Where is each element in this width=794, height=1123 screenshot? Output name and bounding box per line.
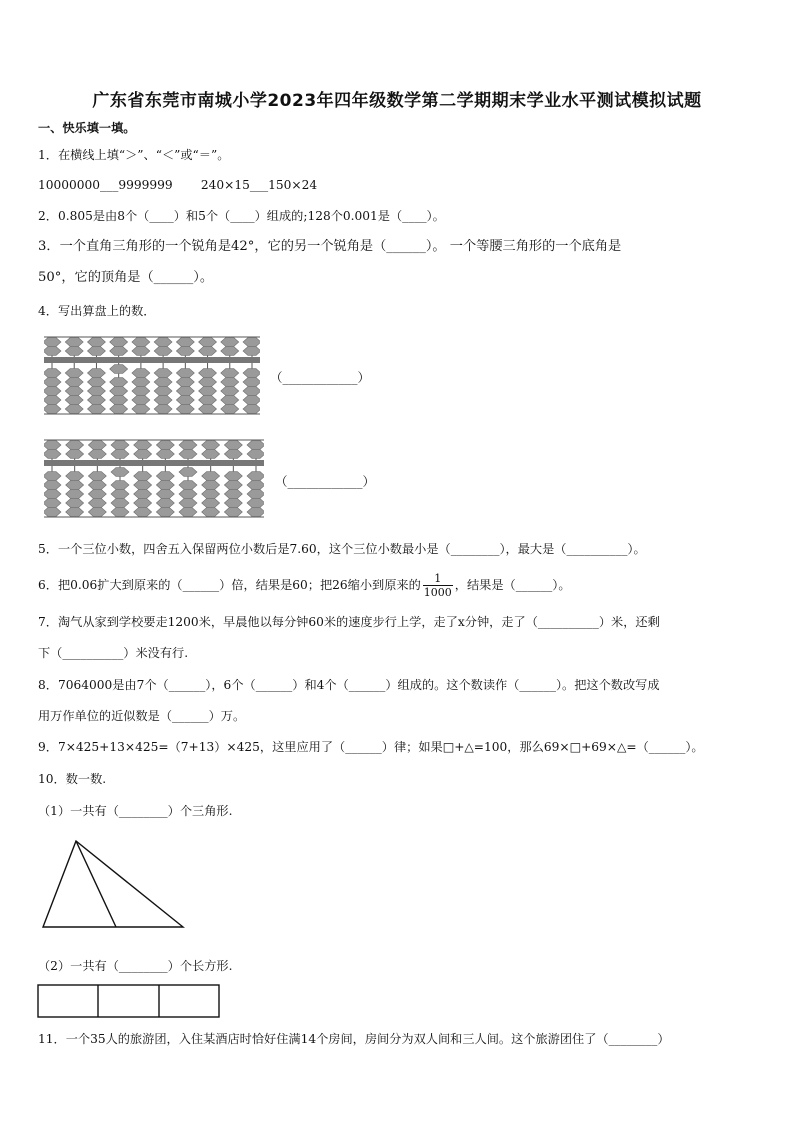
abacus-bead <box>88 450 106 459</box>
abacus-bead <box>176 338 194 347</box>
abacus-bead <box>132 338 150 347</box>
abacus-bead <box>154 369 172 378</box>
abacus-bead <box>247 472 264 481</box>
question-1-prompt: 1．在横线上填“＞”、“＜”或“＝”。 <box>38 148 230 162</box>
abacus-bead <box>156 441 174 450</box>
abacus-bead <box>154 378 172 387</box>
abacus-bead <box>87 378 105 387</box>
abacus-bead <box>87 387 105 396</box>
abacus-bead <box>199 405 217 414</box>
abacus-bead <box>88 441 106 450</box>
abacus-bead <box>156 472 174 481</box>
abacus-bead <box>199 378 217 387</box>
question-9: 9．7×425+13×425=（7+13）×425，这里应用了（______）律；如果□+△=100，那么69×□+69×△=（______）。 <box>38 740 704 754</box>
question-6-after: ，结果是（______）。 <box>454 578 571 592</box>
abacus-bead <box>156 450 174 459</box>
question-10-prompt: 10．数一数. <box>38 772 107 786</box>
question-6-before: 6．把0.06扩大到原来的（______）倍，结果是60；把26缩小到原来的 <box>38 578 421 592</box>
abacus-bead <box>132 396 150 405</box>
abacus-bead <box>111 441 129 450</box>
abacus-bead <box>156 499 174 508</box>
section-heading: 一、快乐填一填。 <box>38 121 136 135</box>
abacus-bead <box>202 499 220 508</box>
abacus-bead <box>66 450 84 459</box>
abacus-bead <box>111 490 129 499</box>
abacus-bead <box>179 468 197 477</box>
abacus-bead <box>134 490 152 499</box>
abacus-bead <box>111 508 129 517</box>
abacus-bead <box>132 387 150 396</box>
abacus-bead <box>176 378 194 387</box>
abacus-bead <box>111 481 129 490</box>
abacus-bead <box>202 490 220 499</box>
abacus-bead <box>110 338 128 347</box>
abacus-bead <box>132 347 150 356</box>
question-3-line1: 3．一个直角三角形的一个锐角是42°，它的另一个锐角是（______）。 一个等腰三角形的一个底角是 <box>38 239 622 254</box>
abacus-bead <box>110 387 128 396</box>
abacus-bead <box>179 508 197 517</box>
abacus-bead <box>221 369 239 378</box>
abacus-bead <box>44 405 61 414</box>
abacus-bead <box>44 396 61 405</box>
abacus-bead <box>221 405 239 414</box>
abacus-bead <box>221 378 239 387</box>
abacus-2 <box>44 439 264 519</box>
abacus-bead <box>243 347 260 356</box>
abacus-bead <box>243 396 260 405</box>
abacus-bead <box>154 338 172 347</box>
abacus-bead <box>132 369 150 378</box>
abacus-bead <box>224 481 242 490</box>
abacus-bead <box>44 387 61 396</box>
abacus-bead <box>179 450 197 459</box>
abacus-bead <box>176 369 194 378</box>
abacus-bead <box>243 338 260 347</box>
abacus-bead <box>87 369 105 378</box>
abacus-bead <box>88 490 106 499</box>
question-4-answer-2: （____________） <box>275 474 376 489</box>
question-5: 5．一个三位小数，四舍五入保留两位小数后是7.60，这个三位小数最小是（________），最大是（__________）。 <box>38 542 646 556</box>
fraction <box>423 572 453 599</box>
abacus-bead <box>199 347 217 356</box>
abacus-bead <box>111 499 129 508</box>
abacus-bead <box>176 396 194 405</box>
abacus-bead <box>132 378 150 387</box>
abacus-bead <box>179 499 197 508</box>
abacus-bead <box>243 387 260 396</box>
abacus-bead <box>202 472 220 481</box>
abacus-bead <box>44 441 61 450</box>
abacus-bead <box>243 378 260 387</box>
abacus-bead <box>199 338 217 347</box>
abacus-bead <box>110 365 128 374</box>
abacus-bead <box>65 369 83 378</box>
abacus-bead <box>134 441 152 450</box>
abacus-bead <box>221 338 239 347</box>
abacus-bead <box>87 338 105 347</box>
abacus-bead <box>176 387 194 396</box>
abacus-bead <box>247 481 264 490</box>
fraction-denominator: 1000 <box>423 586 452 599</box>
abacus-bead <box>221 347 239 356</box>
abacus-bead <box>247 441 264 450</box>
abacus-bead <box>110 405 128 414</box>
abacus-bead <box>66 472 84 481</box>
abacus-bead <box>202 481 220 490</box>
question-4-prompt: 4．写出算盘上的数． <box>38 304 156 318</box>
abacus-bead <box>224 508 242 517</box>
abacus-bead <box>88 481 106 490</box>
abacus-bead <box>154 405 172 414</box>
abacus-bead <box>44 508 61 517</box>
abacus-bead <box>154 347 172 356</box>
rectangles-figure <box>37 984 221 1020</box>
abacus-bead <box>179 490 197 499</box>
abacus-bead <box>66 481 84 490</box>
question-7-line1: 7．淘气从家到学校要走1200米，早晨他以每分钟60米的速度步行上学，走了x分钟，走了（__________）米，还剩 <box>38 615 660 629</box>
abacus-bead <box>221 396 239 405</box>
abacus-bead <box>44 378 61 387</box>
abacus-bead <box>44 472 61 481</box>
abacus-bead <box>111 450 129 459</box>
question-8-line2: 用万作单位的近似数是（______）万。 <box>38 709 246 723</box>
abacus-bead <box>154 387 172 396</box>
abacus-bead <box>44 499 61 508</box>
fraction-numerator: 1 <box>423 572 453 586</box>
triangle-figure <box>40 838 190 932</box>
abacus-bead <box>132 405 150 414</box>
abacus-bead <box>87 347 105 356</box>
abacus-bead <box>44 450 61 459</box>
abacus-bead <box>65 338 83 347</box>
question-11: 11．一个35人的旅游团，入住某酒店时恰好住满14个房间，房间分为双人间和三人间。这个旅游团住了（________） <box>38 1032 670 1046</box>
abacus-bead <box>221 387 239 396</box>
question-6 <box>38 570 571 600</box>
abacus-bead <box>224 499 242 508</box>
abacus-bead <box>247 499 264 508</box>
question-4-answer-1: （____________） <box>270 370 371 385</box>
abacus-bead <box>247 508 264 517</box>
abacus-bead <box>65 387 83 396</box>
abacus-bead <box>199 396 217 405</box>
abacus-bead <box>66 508 84 517</box>
abacus-bead <box>156 481 174 490</box>
abacus-bead <box>134 499 152 508</box>
abacus-bead <box>44 481 61 490</box>
abacus-bead <box>110 347 128 356</box>
abacus-bead <box>176 405 194 414</box>
abacus-bead <box>44 369 61 378</box>
abacus-bead <box>202 508 220 517</box>
abacus-bead <box>66 499 84 508</box>
abacus-bead <box>110 378 128 387</box>
abacus-bead <box>224 472 242 481</box>
abacus-bead <box>202 450 220 459</box>
abacus-bead <box>88 508 106 517</box>
abacus-bead <box>65 347 83 356</box>
abacus-bead <box>87 405 105 414</box>
abacus-bead <box>247 450 264 459</box>
abacus-bead <box>111 468 129 477</box>
abacus-bead <box>44 490 61 499</box>
question-2: 2．0.805是由8个（____）和5个（____）组成的;128个0.001是（____）。 <box>38 209 445 223</box>
abacus-bead <box>134 472 152 481</box>
abacus-bead <box>88 472 106 481</box>
question-7-line2: 下（__________）米没有行. <box>38 646 189 660</box>
abacus-bead <box>156 490 174 499</box>
abacus-bead <box>179 441 197 450</box>
abacus-bead <box>65 405 83 414</box>
abacus-bead <box>224 490 242 499</box>
abacus-bead <box>154 396 172 405</box>
abacus-bead <box>87 396 105 405</box>
abacus-bead <box>247 490 264 499</box>
abacus-bead <box>176 347 194 356</box>
abacus-bead <box>199 369 217 378</box>
question-10-sub2: （2）一共有（________）个长方形. <box>38 959 233 973</box>
abacus-bead <box>66 441 84 450</box>
abacus-bead <box>134 481 152 490</box>
abacus-bead <box>134 508 152 517</box>
page-title: 广东省东莞市南城小学2023年四年级数学第二学期期末学业水平测试模拟试题 <box>92 91 702 111</box>
abacus-bead <box>88 499 106 508</box>
abacus-bead <box>202 441 220 450</box>
question-3-line2: 50°，它的顶角是（______）。 <box>38 270 214 285</box>
abacus-bead <box>179 481 197 490</box>
abacus-bead <box>66 490 84 499</box>
abacus-bead <box>243 369 260 378</box>
abacus-bead <box>134 450 152 459</box>
question-8-line1: 8．7064000是由7个（______），6个（______）和4个（______）组成的。这个数读作（______）。把这个数改写成 <box>38 678 660 692</box>
abacus-bead <box>156 508 174 517</box>
question-1-items: 10000000___9999999 240×15___150×24 <box>38 178 318 192</box>
question-10-sub1: （1）一共有（________）个三角形. <box>38 804 233 818</box>
abacus-bead <box>224 441 242 450</box>
abacus-bead <box>243 405 260 414</box>
abacus-bead <box>44 347 61 356</box>
abacus-bead <box>224 450 242 459</box>
abacus-bead <box>110 396 128 405</box>
abacus-bead <box>65 396 83 405</box>
abacus-bead <box>44 338 61 347</box>
abacus-1 <box>44 336 260 416</box>
abacus-bead <box>199 387 217 396</box>
abacus-bead <box>65 378 83 387</box>
